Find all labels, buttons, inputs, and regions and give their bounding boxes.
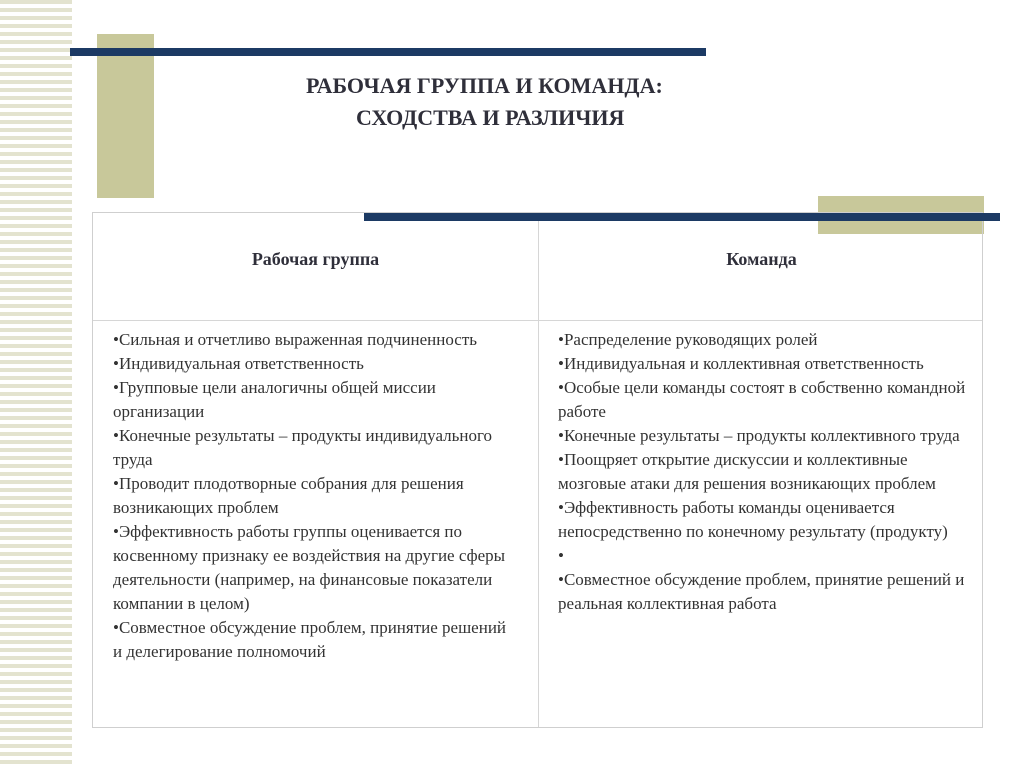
slide-title-line1: РАБОЧАЯ ГРУППА И КОМАНДА: xyxy=(306,73,663,98)
comparison-table xyxy=(92,212,983,728)
decorative-olive-block-top xyxy=(97,34,154,198)
list-item: •Поощряет открытие дискуссии и коллективные мозговые атаки для решения возникающих проблем xyxy=(558,450,936,493)
list-item: •Эффективность работы группы оценивается по косвенному признаку ее воздействия на другие сферы деятельности (например, на финансовые показатели компании в целом) xyxy=(113,522,506,613)
list-item: •Групповые цели аналогичны общей миссии организации xyxy=(113,378,436,421)
slide-title xyxy=(300,70,770,134)
list-item: •Конечные результаты – продукты индивидуального труда xyxy=(113,426,493,469)
slide-title-line2: СХОДСТВА И РАЗЛИЧИЯ xyxy=(356,105,625,130)
team-list xyxy=(558,328,968,616)
list-item: •Распределение руководящих ролей xyxy=(558,330,818,349)
table-column-divider xyxy=(538,213,539,727)
list-item: •Индивидуальная и коллективная ответственность xyxy=(558,354,924,373)
table-header-divider xyxy=(93,320,982,321)
working-group-list xyxy=(113,328,513,664)
list-item: •Совместное обсуждение проблем, принятие решений и реальная коллективная работа xyxy=(558,570,965,613)
decorative-stripes xyxy=(0,0,72,767)
decorative-navy-bar-top xyxy=(70,48,706,56)
list-item: •Эффективность работы команды оценивается непосредственно по конечному результату (продукту) xyxy=(558,498,948,541)
header-team: Команда xyxy=(726,249,797,269)
list-item: •Совместное обсуждение проблем, принятие решений и делегирование полномочий xyxy=(113,618,507,661)
list-item: • xyxy=(558,546,564,565)
header-working-group: Рабочая группа xyxy=(251,249,380,269)
list-item: •Конечные результаты – продукты коллективного труда xyxy=(558,426,960,445)
list-item: •Сильная и отчетливо выраженная подчиненность xyxy=(113,330,477,349)
list-item: •Проводит плодотворные собрания для решения возникающих проблем xyxy=(113,474,464,517)
list-item: •Индивидуальная ответственность xyxy=(113,354,364,373)
list-item: •Особые цели команды состоят в собственно командной работе xyxy=(558,378,966,421)
decorative-navy-bar-table xyxy=(364,213,1000,221)
